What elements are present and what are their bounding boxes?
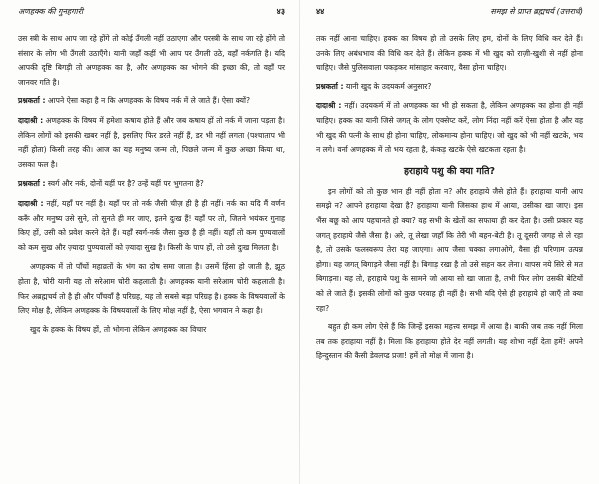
question-text: आपने ऐसा कहा है न कि अणहक्क के विषय नर्क में ले जाते हैं। ऐसा क्यों? [47,96,251,106]
left-page-header [18,6,285,18]
left-page-number: ४३ [276,7,285,16]
right-answer-1 [316,99,583,157]
left-paragraph-2: अणहक्क में तो पाँचों महाव्रतों के भंग का दोष समा जाता है। उसमें हिंसा हो जाती है, झूठ होता है, चोरी यानी यह तो सरेआम चोरी कहलाती है। अणहक्क यानी सरेआम चोरी कहलाती है। फिर अब्रह्मचर्य तो है ही और पाँचवाँ है परिग्रह, यह तो सबसे बड़ा परिग्रह है। हक्क के विषयवालों के लिए मोक्ष है, लेकिन अणहक्क के विषयवालों के लिए मोक्ष नहीं है, ऐसा भगवान ने कहा है। [18,262,285,316]
right-question-1 [316,80,583,95]
dadashri-label: दादाश्री : [18,198,44,208]
right-page-number: ४४ [316,7,325,16]
left-answer-2 [18,197,285,255]
answer-text: नहीं। उदयकर्म में तो अणहक्क का भी हो सकता है, लेकिन अणहक्क का होना ही नहीं चाहिए। हक्क का यानी जिसे जगत् के लोग एक्सेप्ट करें, लोग निंदा नहीं करें ऐसा होता है और वह भी खुद की पत्नी के साथ ही होना चाहिए, लोकमान्य होना चाहिए। जो खुद को भी नहीं खटके, भय न लगे। वर्ना अणहक्क में तो भय रहता है, कंकड़ खटके ऐसे खटकता रहता है। [316,101,583,155]
left-question-1 [18,94,285,109]
answer-text: नहीं, यहाँ पर नहीं है। यहाँ पर तो नर्क जैसी चीज़ ही है ही नहीं। नर्क का यदि मैं वर्णन करूँ और मनुष्य उसे सुने, तो सुनते ही मर जाए, इतने दुःख हैं! यहाँ पर तो, जितने भयंकर गुनाह किए हों, उसी को प्रवेश करने देते हैं। यहाँ स्वर्ग-नर्क जैसा कुछ है ही नहीं। यहाँ तो कम पुण्यवालों को कम सुख और ज़्यादा पुण्यवालों को ज़्यादा सुख है। किसी के पाप हों, तो उसे दुःख मिलता है। [18,198,285,252]
questioner-label: प्रश्नकर्ता : [18,96,46,106]
left-page [0,0,299,484]
left-question-2 [18,177,285,192]
right-page-header [316,6,583,18]
right-paragraph-2: इन लोगों को तो कुछ भान ही नहीं होता न? और हराहाये जैसे होते हैं। हराहाया यानी आप समझे न? आपने हराहाया देखा है? हराहाया यानी जिसका हाथ में आया, उसीका खा जाए। इस भैंस बछू को आप पहचानते हो क्या? वह सभी के खेतों का सफाया ही कर देता है। उसी प्रकार यह जगत् हराहाये जैसे जैसा है। अरे, तू लेखा जहाँ कि तेरी भी बहन-बेटी है। तू दूसरी जगह से ले रहा है, तो उसके फलस्वरूप तेरा यह जाएगा। आप जैसा चक्का लगाओगे, वैसा ही परिणाम उत्पन्न होगा। यह जगत् बिगाड़ने जैसा नहीं है। बिगाड़ रखा है तो उसे सहन कर लेना। वापस नये सिरे से मत बिगाड़ना। यह तो, हराहाये पशु के सामने जो आया सो खा जाता है, तभी फिर लोग उसकी बेटियों को ले जाते हैं। इसकी लोगों को कुछ परवाह ही नहीं है। सभी यदि ऐसे ही हराहाये हो जाएँ तो क्या रहा? [316,186,583,313]
right-running-title: समझ से प्राप्त ब्रह्मचर्य (उत्तरार्ध) [490,7,583,16]
left-running-title: अणहक्क की गुनहगारी [18,7,84,16]
dadashri-label: दादाश्री : [18,115,44,125]
left-paragraph-1: उस स्त्री के साथ आप जा रहे होंगे तो कोई उँगली नहीं उठाएगा और परस्त्री के साथ जा रहे होंगे तो संसार के लोग भी उँगली उठाएँगे। यानी जहाँ कहीं भी आप पर उँगली उठे, वहाँ नर्कगति है। यदि आपकी दृष्टि बिगड़ी तो अणहक्क का है, और अणहक्क का भोगने की इच्छा की, तो वहाँ पर जानवर गति है। [18,34,285,87]
questioner-label: प्रश्नकर्ता : [18,179,46,189]
right-paragraph-1: तक नहीं आना चाहिए। हक्क का विषय हो तो उसके लिए हम, दोनों के लिए विधि कर देते हैं। उनके लिए अबंधभाव की विधि कर देते हैं। लेकिन हक्क में भी खुद को राज़ी-खुशी से नहीं होना चाहिए। जैसे पुलिसवाला पकड़कर मांसाहार करवाए, वैसा होना चाहिए। [316,34,583,73]
section-heading: हराहाये पशु की क्या गति? [403,165,496,177]
right-page [300,0,599,484]
questioner-label: प्रश्नकर्ता : [316,81,344,91]
question-text: स्वर्ग और नर्क, दोनों यहीं पर है? उन्हें यहीं पर भुगतना है? [47,179,204,189]
answer-text: अणहक्क के विषय में हमेशा कषाय होते हैं और जब कषाय हों तो नर्क में जाना पड़ता है। लेकिन लोगों को इसकी खबर नहीं है, इसलिए फिर डरते नहीं हैं, डर भी नहीं लगता (पश्चाताप भी नहीं होता) किसी तरह की। आज का यह मनुष्य जन्म तो, पिछले जन्म में कुछ अच्छा किया था, उसका फल है। [18,115,285,169]
question-text: यानी खुद के उदयकर्म अनुसार? [345,81,432,91]
right-paragraph-3: बहुत ही कम लोग ऐसे हैं कि जिन्हें इसका महत्त्व समझ में आया है। बाकी जब तक नहीं मिला तब तक हराहाया नहीं है। मिला कि हराहाया होते देर नहीं लगती। यह शोभा नहीं देता हमें! अपने हिन्दुस्तान की कैसी डेवलप्ड प्रजा! हमें तो मोक्ष में जाना है। [316,322,583,361]
left-answer-1 [18,114,285,172]
dadashri-label: दादाश्री : [316,101,342,111]
left-paragraph-3: खुद के हक्क के विषय हों, तो भोगना लेकिन अणहक्क का विचार [30,324,207,334]
